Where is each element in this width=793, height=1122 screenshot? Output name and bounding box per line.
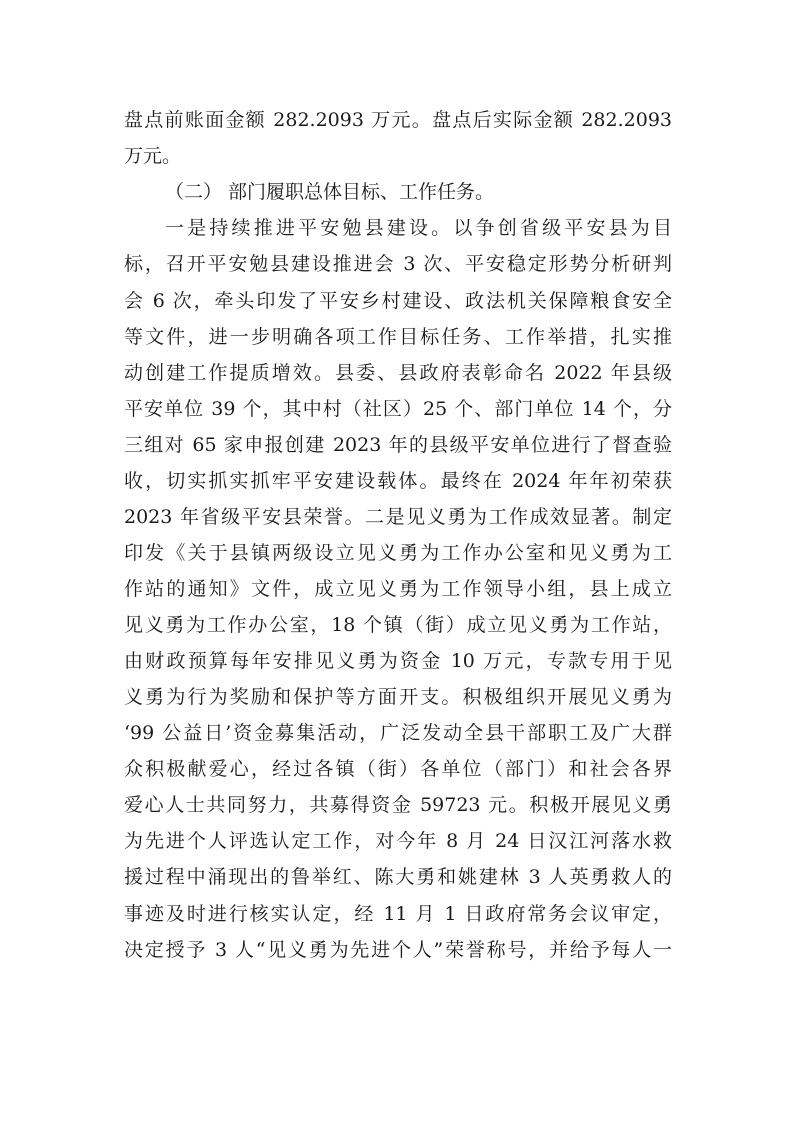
text-line: 援过程中涌现出的鲁举红、陈大勇和姚建林 3 人英勇救人的 [124, 866, 672, 888]
text-line: 为先进个人评选认定工作，对今年 8 月 24 日汉江河落水救 [124, 830, 672, 852]
text-line: 义勇为行为奖励和保护等方面开支。积极组织开展见义勇为 [124, 686, 672, 708]
text-line: 作站的通知》文件，成立见义勇为工作领导小组，县上成立 [124, 578, 672, 600]
text-line: 收，切实抓实抓牢平安建设载体。最终在 2024 年年初荣获 [124, 470, 672, 492]
text-line: 动创建工作提质增效。县委、县政府表彰命名 2022 年县级 [124, 362, 672, 384]
text-line: 爱心人士共同努力，共募得资金 59723 元。积极开展见义勇 [124, 794, 672, 816]
text-line: 2023 年省级平安县荣誉。二是见义勇为工作成效显著。制定 [124, 506, 672, 528]
text-line: 印发《关于县镇两级设立见义勇为工作办公室和见义勇为工 [124, 542, 672, 564]
text-line: 平安单位 39 个，其中村（社区）25 个、部门单位 14 个，分 [124, 398, 672, 420]
section-heading: （二） 部门履职总体目标、工作任务。 [165, 181, 495, 203]
text-line: 众积极献爱心，经过各镇（街）各单位（部门）和社会各界 [124, 758, 672, 780]
text-line: 三组对 65 家申报创建 2023 年的县级平安单位进行了督查验 [124, 434, 672, 456]
text-line: 等文件，进一步明确各项工作目标任务、工作举措，扎实推 [124, 326, 672, 348]
text-line: 见义勇为工作办公室，18 个镇（街）成立见义勇为工作站， [124, 614, 672, 636]
text-line: 决定授予 3 人“见义勇为先进个人”荣誉称号，并给予每人一 [124, 939, 672, 961]
text-line: 盘点前账面金额 282.2093 万元。盘点后实际金额 282.2093 [124, 109, 672, 131]
text-line: 由财政预算每年安排见义勇为资金 10 万元，专款专用于见 [124, 650, 672, 672]
text-line: 会 6 次，牵头印发了平安乡村建设、政法机关保障粮食安全 [124, 290, 672, 312]
text-line: 万元。 [124, 145, 182, 167]
text-line: ‘99 公益日’资金募集活动，广泛发动全县干部职工及广大群 [124, 722, 672, 744]
text-line: 标，召开平安勉县建设推进会 3 次、平安稳定形势分析研判 [124, 253, 672, 275]
paragraph-first-line: 一是持续推进平安勉县建设。以争创省级平安县为目 [165, 217, 672, 239]
text-line: 事迹及时进行核实认定，经 11 月 1 日政府常务会议审定， [124, 903, 672, 925]
